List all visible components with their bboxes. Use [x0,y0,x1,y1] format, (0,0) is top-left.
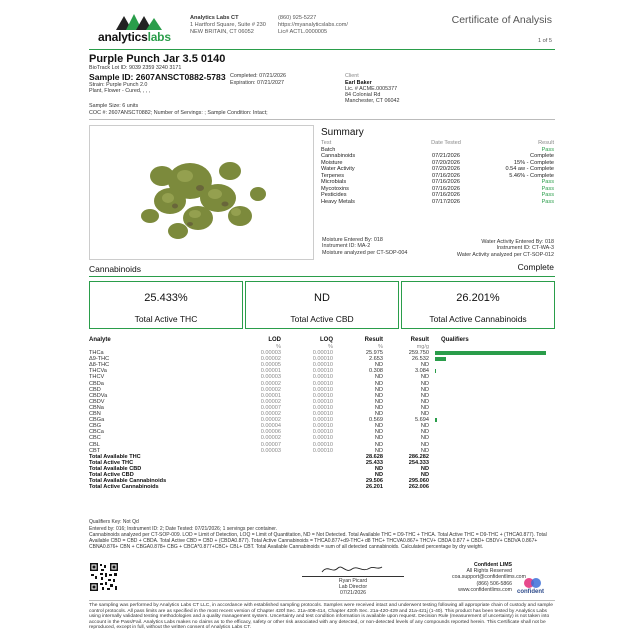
box-label: Total Active CBD [290,314,354,324]
summary-result: Complete [530,153,554,159]
total-name: Total Available CBD [89,465,142,472]
lab-logo [98,12,178,42]
unit-pct: % [378,344,383,350]
coc-info: COC #: 2607ANSCT0882; Number of Servings: ; Sample Condition: Intact; [89,110,268,116]
analyte-result-mg: ND [420,441,429,448]
total-mg: ND [420,471,429,478]
analyte-result-mg: ND [420,435,429,442]
lab-info [190,15,266,37]
lims-website[interactable]: www.confidentlims.com [458,586,512,593]
analyte-name: CBN [89,411,101,418]
lab-address-line2: NEW BRITAIN, CT 06052 [190,29,254,36]
analyte-result-pct: ND [374,398,383,405]
analyte-result-pct: ND [374,386,383,393]
analyte-result-pct: ND [374,392,383,399]
analyte-name: THCVa [89,368,107,375]
analyte-result-pct: ND [374,411,383,418]
total-pct: 29.506 [365,478,383,485]
summary-result: Pass [541,146,554,153]
analyte-loq: 0.00010 [312,417,333,424]
summary-table [321,140,554,205]
summary-date: 07/20/2026 [432,166,460,172]
logo-mountains-icon [116,12,164,30]
summary-result: 0.54 aw - Complete [505,166,554,172]
analyte-loq: 0.00010 [312,429,333,436]
matrix: Plant, Flower - Cured, , , , [89,88,151,94]
lims-name: Confident LIMS [473,562,512,568]
total-row [89,484,555,490]
analyte-name: CBDVa [89,392,108,399]
analyte-result-pct: ND [374,362,383,369]
col-qualifiers: Qualifiers [441,337,469,343]
sample-id: Sample ID: 2607ANSCT0882-5783 [89,72,226,82]
moisture-instrument: Instrument ID: MA-2 [322,243,371,250]
analyte-result-mg: ND [420,386,429,393]
product-photo [89,125,314,260]
box-label: Total Active THC [134,314,198,324]
signer-date: 07/21/2026 [340,590,366,596]
analyte-name: CBT [89,447,101,454]
summary-result: 15% - Complete [513,159,554,166]
total-name: Total Available Cannabinoids [89,478,167,485]
lims-phone: (866) 506-5866 [476,580,512,587]
analyte-loq: 0.00010 [312,386,333,393]
analyte-loq: 0.00010 [312,356,333,363]
footer-divider [89,600,555,601]
expiration-date: Expiration: 07/21/2027 [230,80,284,86]
method-note: Cannabinoids analyzed per CT-SOP-009. LOD = Limit of Detection, LOQ = Limit of Quantitation, ND = Not Detected. Total Available THC = D9-THC + THCA. Total Active THC = D9-THC + (THCA0.877). Total Available CBD = CBD + CBDA. Total Active CBD = CBD + (CBDA0.877). Total Active Cannabinoids = THCA0.877+d9-THC+ d8 THC+ THCVA0.867+ THCV+ CBDA 0.877 + CBD+ CBDV+ CBDVA 0.867+ CBNA0.876+ CBN + CBGA0.878+ CBG + CBCA*0.877+CBC+ CBL+ CBT. Total Available Cannabinoids = sum of all detected cannabinoids. Calculated percentage by dry weight. [89,532,547,550]
summary-test: Microbials [321,179,347,185]
lims-rights: All Rights Reserved [466,568,512,575]
cannabinoids-divider [89,276,555,277]
summary-test: Heavy Metals [321,198,355,205]
analyte-name: CBDV [89,398,105,405]
wa-method: Water Activity analyzed per CT-SOP-012 [456,251,554,258]
analyte-loq: 0.00010 [312,362,333,369]
analyte-lod: 0.00002 [260,411,281,418]
summary-result: Pass [541,185,554,192]
total-mg: 254.333 [408,459,429,466]
analyte-result-mg: ND [420,447,429,454]
strain: Strain: Purple Punch 2.0 [89,82,148,88]
summary-test: Terpenes [321,172,345,179]
summary-test: Water Activity [321,166,355,172]
summary-date: 07/17/2026 [432,198,460,205]
signer-block [302,578,404,596]
summary-col-date: Date Tested [431,140,461,146]
total-name: Total Active THC [89,459,134,466]
analyte-name: CBL [89,441,100,448]
result-bar [435,357,446,361]
summary-date: 07/16/2026 [432,172,460,179]
moisture-method: Moisture analyzed per CT-SOP-004 [322,249,408,256]
client-name: Earl Baker [345,80,372,86]
summary-result: Pass [541,179,554,185]
page-number: 1 of 5 [538,38,552,44]
analyte-result-mg: 259.750 [408,350,429,357]
lims-email[interactable]: coa.support@confidentlims.com [452,574,526,581]
analyte-lod: 0.00003 [260,447,281,454]
cannabis-flower-image [90,126,315,261]
qualifiers-key: Qualifiers Key: Not Qd [89,519,139,525]
analyte-qualifier [429,350,555,356]
qr-code-icon [89,562,119,592]
lims-info [452,562,526,593]
analyte-loq: 0.00010 [312,411,333,418]
analyte-lod: 0.00002 [260,356,281,363]
confident-logo [515,576,551,598]
box-value: 25.433% [144,292,188,304]
completed-date: Completed: 07/21/2026 [230,73,287,79]
analyte-lod: 0.00007 [260,404,281,411]
analyte-result-pct: 25.975 [365,350,383,357]
analyte-lod: 0.00002 [260,386,281,393]
analyte-name: Δ8-THC [89,362,110,369]
analyte-lod: 0.00004 [260,423,281,430]
analyte-lod: 0.00002 [260,398,281,405]
lab-license: Lic# ACTL.0000005 [278,29,328,36]
analyte-result-pct: ND [374,429,383,436]
disclaimer: The sampling was performed by Analytics Labs CT LLC, in accordance with established sampling protocols. Samples were received intact and underwent testing following all appropriate chain of custody and sample control protocols. All pass limits are as specified in the most recent version of Chapter 420f Sec. 21a-408-414, Chapter 420h Sec. 21a-420-429 and 21a-421j (1-40). This product has been tested by Analytics Labs using internally validated testing methodologies and a quality management system. Uncertainty and test condition information is available upon request. Decision Rule (measurement of uncertainty) is not taken into account in the Pass/Fail. Analytics Labs makes no claims as to the efficacy, safety or other risk associated with any detected, or non-detected levels of any compounds reported herein. This Certificate shall not be reproduced, except in full, without the written consent of Analytics Labs CT. [89,603,553,631]
total-pct: 25.433 [365,459,383,466]
confident-logo-text: confident [517,589,544,595]
moisture-notes [322,237,407,256]
total-mg: ND [420,465,429,472]
lab-contact [278,15,348,37]
analyte-result-pct: 2.653 [369,356,383,363]
product-title: Purple Punch Jar 3.5 0140 [89,53,226,65]
signature-line [302,576,404,577]
total-active-cannabinoids-box [401,281,555,329]
total-pct: ND [374,465,383,472]
result-bar [435,369,436,373]
total-active-cbd-box [245,281,399,329]
analyte-result-mg: ND [420,380,429,387]
col-result-mg: Result [410,337,429,343]
sample-size: Sample Size: 6 units [89,103,139,109]
analyte-lod: 0.00002 [260,435,281,442]
header-divider [89,49,555,50]
analyte-loq: 0.00010 [312,447,333,454]
analyte-name: CBD [89,386,101,393]
summary-col-test: Test [321,140,332,146]
entry-note: Entered by: 016; Instrument ID: 2; Date Tested: 07/21/2026; 1 servings per container. [89,526,278,532]
result-bar [435,418,437,422]
wa-entered-by: Water Activity Entered By: 018 [481,239,554,245]
cannabinoids-title: Cannabinoids [89,264,141,274]
analyte-result-pct: ND [374,447,383,454]
analyte-lod: 0.00002 [260,417,281,424]
analyte-result-pct: ND [374,374,383,381]
analyte-lod: 0.00002 [260,380,281,387]
analyte-result-pct: 0.569 [369,417,383,424]
client-label: Client [345,73,359,79]
col-analyte: Analyte [89,337,111,343]
analyte-name: CBCa [89,429,104,436]
analyte-result-mg: ND [420,411,429,418]
client-address-line2: Manchester, CT 06042 [345,98,400,104]
total-mg: 295.060 [408,478,429,485]
lab-website-link[interactable]: https://myanalyticslabs.com/ [278,22,348,29]
summary-title: Summary [321,127,364,138]
analyte-lod: 0.00005 [260,362,281,369]
analyte-result-mg: ND [420,392,429,399]
result-bar [435,351,546,355]
summary-date: 07/16/2026 [432,185,460,192]
analyte-result-mg: ND [420,398,429,405]
total-pct: ND [374,471,383,478]
summary-date: 07/20/2026 [432,159,460,166]
summary-test: Cannabinoids [321,153,356,159]
col-loq: LOQ [320,337,333,343]
total-name: Total Active Cannabinoids [89,484,159,491]
summary-result: 5.46% - Complete [509,172,554,179]
analyte-lod: 0.00001 [260,392,281,399]
analyte-name: CBNa [89,404,104,411]
total-mg: 286.282 [408,453,429,460]
unit-lod: % [276,344,281,350]
analyte-loq: 0.00010 [312,368,333,375]
analyte-loq: 0.00010 [312,398,333,405]
cannabinoid-table [89,336,555,490]
lab-name: Analytics Labs CT [190,15,239,21]
total-name: Total Available THC [89,453,141,460]
box-value: 26.201% [456,292,500,304]
cannabinoids-status: Complete [517,262,554,272]
summary-test: Batch [321,146,336,153]
analyte-result-pct: ND [374,404,383,411]
total-mg: 262.006 [408,484,429,491]
signer-name: Ryan Picard [338,578,368,584]
analyte-result-mg: ND [420,423,429,430]
total-active-thc-box [89,281,243,329]
cannabinoid-header-row [89,336,555,344]
col-lod: LOD [268,337,281,343]
analyte-result-mg: ND [420,429,429,436]
biotrack-lot-id: BioTrack Lot ID: 9039 2359 3240 3171 [89,65,182,71]
signer-title: Lab Director [338,584,368,590]
analyte-loq: 0.00010 [312,392,333,399]
summary-row [321,199,554,206]
lab-address-line1: 1 Hartford Square, Suite # 230 [190,22,266,29]
summary-col-result: Result [538,140,554,146]
analyte-result-mg: ND [420,374,429,381]
box-value: ND [314,292,330,304]
wa-instrument: Instrument ID: CT-WA-3 [496,245,554,252]
moisture-entered-by: Moisture Entered By: 018 [322,237,383,243]
analyte-loq: 0.00010 [312,423,333,430]
summary-date: 07/21/2026 [432,153,460,159]
analyte-result-pct: ND [374,380,383,387]
analyte-lod: 0.00003 [260,350,281,357]
analyte-result-mg: ND [420,404,429,411]
analyte-loq: 0.00010 [312,441,333,448]
analyte-result-mg: 3.084 [415,368,429,375]
product-divider [89,119,555,120]
total-name: Total Active CBD [89,471,134,478]
analyte-name: CBGa [89,417,105,424]
summary-test: Mycotoxins [321,185,349,192]
box-label: Total Active Cannabinoids [429,314,527,324]
document-title: Certificate of Analysis [451,14,552,26]
logo-wordmark: analyticslabs [98,30,171,44]
analyte-name: CBDa [89,380,104,387]
analyte-loq: 0.00010 [312,435,333,442]
summary-test: Pesticides [321,192,347,198]
client-license: Lic. # ACME.0005377 [345,86,398,92]
analyte-result-pct: 0.308 [369,368,383,375]
unit-loq: % [328,344,333,350]
summary-date: 07/16/2026 [432,179,460,185]
signature-icon [320,562,384,576]
summary-test: Moisture [321,159,343,166]
analyte-name: CBC [89,435,101,442]
analyte-lod: 0.00003 [260,374,281,381]
analyte-name: THCV [89,374,105,381]
analyte-lod: 0.00006 [260,429,281,436]
total-pct: 26.201 [365,484,383,491]
qr-code[interactable] [89,562,119,592]
summary-result: Pass [541,198,554,205]
analyte-name: CBG [89,423,102,430]
water-activity-notes [457,239,554,258]
analyte-result-pct: ND [374,435,383,442]
analyte-result-pct: ND [374,423,383,430]
analyte-loq: 0.00010 [312,350,333,357]
analyte-name: Δ9-THC [89,356,110,363]
total-pct: 28.628 [365,453,383,460]
summary-result: Pass [541,192,554,198]
unit-mg: mg/g [416,344,429,350]
lab-phone: (860) 925-5227 [278,15,317,21]
summary-date: 07/16/2026 [432,192,460,198]
analyte-name: THCa [89,350,104,357]
analyte-result-mg: 5.694 [415,417,429,424]
analyte-loq: 0.00010 [312,404,333,411]
col-result-pct: Result [364,337,383,343]
analyte-lod: 0.00001 [260,368,281,375]
analyte-lod: 0.00007 [260,441,281,448]
client-address-line1: 84 Colonial Rd [345,92,381,98]
analyte-result-pct: ND [374,441,383,448]
analyte-loq: 0.00010 [312,380,333,387]
analyte-result-mg: ND [420,362,429,369]
analyte-result-mg: 26.532 [411,356,429,363]
analyte-loq: 0.00010 [312,374,333,381]
